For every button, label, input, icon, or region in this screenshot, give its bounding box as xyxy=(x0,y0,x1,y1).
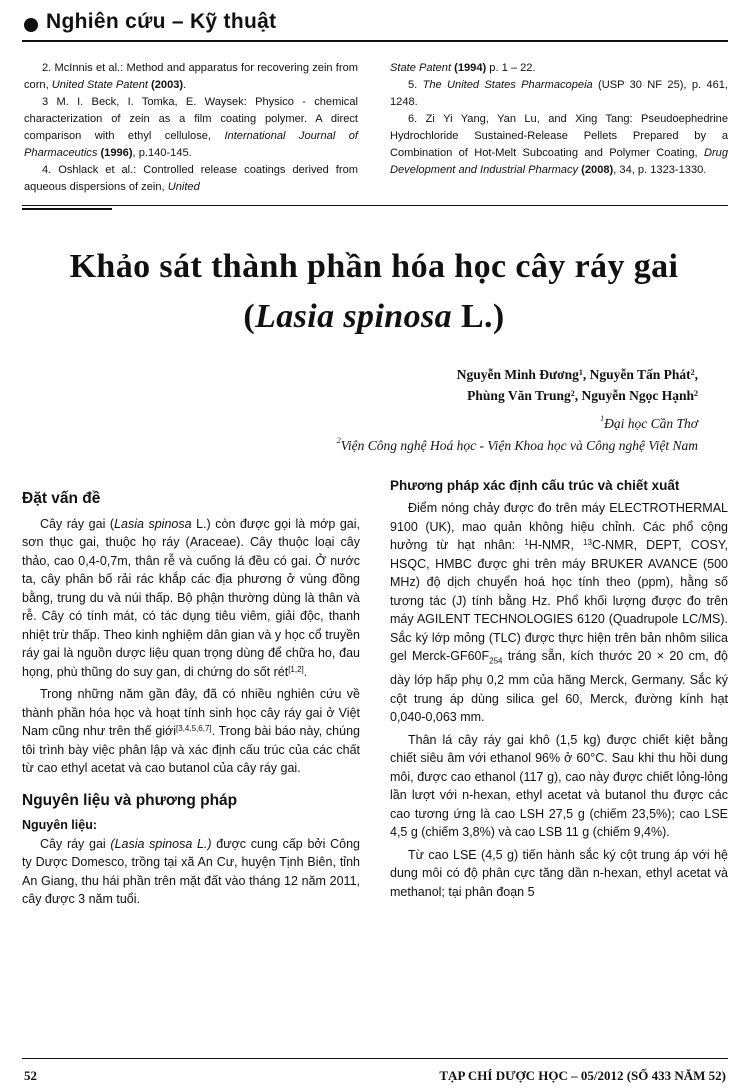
page-number: 52 xyxy=(24,1068,37,1083)
section-title: Nghiên cứu – Kỹ thuật xyxy=(46,10,277,33)
heading-introduction: Đặt vấn đề xyxy=(22,490,101,507)
subheading-materials: Nguyên liệu: xyxy=(22,818,98,832)
author-name: Phùng Văn Trung xyxy=(467,388,571,403)
bullet-icon xyxy=(24,18,38,32)
paragraph: Điểm nóng chảy được đo trên máy ELECTROTHERMAL 9100 (UK), mao quản không hiệu chỉnh. Các phổ cộng hưởng từ hạt nhân: $^1$H-NMR, $^{13}$C-NMR, DEPT, COSY, HSQC, HMBC được ghi trên máy BRUKER AVANCE (500 MHz) độ dịch chuyển hoá học tính theo (ppm), hằng số tương tác (J) tính bằng Hz. Phổ khối lượng được đo trên máy AGILENT TECHNOLOGIES 6120 (Quadrupole LC/MS). Sắc ký lớp mỏng (TLC) được thực hiện trên bản nhôm silica gel Merck-$GF60F_{254}$ tráng sẵn, kích thước 20 × 20 cm, độ dày lớp hấp phụ 0,2 mm của hãng Merck, Germany. Sắc ký cột trung áp dùng silica gel 60, Merck, đường kính hạt 0,040-0,063 mm. xyxy=(390,501,729,724)
journal-info: TẠP CHÍ DƯỢC HỌC – 05/2012 (SỐ 433 NĂM 52) xyxy=(439,1068,726,1083)
species-name: Lasia spinosa xyxy=(255,298,453,335)
section-header xyxy=(22,6,722,40)
author-name: Nguyễn Minh Đương xyxy=(456,367,579,382)
citation: [3,4,5,6,7] xyxy=(176,724,212,733)
references-divider xyxy=(22,205,728,206)
references-left-column xyxy=(24,60,358,196)
article-title xyxy=(0,242,748,342)
paragraph: Trong những năm gần đây, đã có nhiều nghiên cứu về thành phần hóa học và hoạt tính sinh học cây ráy gai ở Việt Nam cũng như trên thế giới[3,4,5,6,7]. Trong bài báo này, chúng tôi trình bày việc phân lập và xác định cấu trúc của các chất từ cao ethyl acetat và cao butanol của cây ráy gai. xyxy=(22,687,360,775)
footer-divider xyxy=(22,1058,728,1059)
affiliation-2: $^2$Viện Công nghệ Hoá học - Viện Khoa học và Công nghệ Việt Nam xyxy=(336,436,698,453)
reference-item: 3 M. I. Beck, I. Tomka, E. Waysek: Physico - chemical characterization of zein as a film coating polymer. A direct comparison with ethyl cellulose, International Journal of Pharmaceutics (1996), p.140-145. xyxy=(24,96,358,159)
citation: [1,2] xyxy=(288,664,304,674)
header-divider xyxy=(22,40,728,42)
references-divider-accent xyxy=(22,208,112,210)
reference-item: 6. Zi Yi Yang, Yan Lu, and Xing Tang: Pseudoephedrine Hydrochloride Sustained-Release Pellets Prepared by a Combination of Hot-Melt Subcoating and Polymer Coating, Drug Development and Industrial Pharmacy (2008), 34, p. 1323-1330. xyxy=(390,113,728,176)
author-name: Nguyễn Tấn Phát xyxy=(589,367,691,382)
affiliation-1: $^1$Đại học Cần Thơ xyxy=(600,414,698,431)
body-left-column xyxy=(22,486,360,909)
body-right-column xyxy=(390,476,728,901)
heading-materials-methods: Nguyên liệu và phương pháp xyxy=(22,791,238,809)
reference-item: 2. McInnis et al.: Method and apparatus for recovering zein from corn, United State Patent (2003). xyxy=(24,62,358,91)
heading-structure-extraction: Phương pháp xác định cấu trúc và chiết xuất xyxy=(390,478,680,493)
title-line-2: (Lasia spinosa L.) xyxy=(243,298,505,335)
paragraph: Cây ráy gai (Lasia spinosa L.) còn được gọi là mớp gai, sơn thục gai, thuộc họ ráy (Araceae). Cây thuộc loại cây thảo, cao 0,4-0,7m, thân rễ và cuống lá đều có gai. Ở nước ta, cây phân bố rải rác khắp các địa phương ở vùng đồng bằng, trung du và núi thấp. Bộ phận thường dùng là thân và rễ. Cây có tính mát, có tác dụng tiêu viêm, giải độc, thanh nhiệt trừ thấp. Theo kinh nghiệm dân gian và y học cổ truyền ráy gai là nguồn dược liệu quan trọng dùng để chữa ho, đau họng, phù thũng do suy gan, di chứng do sốt rét[1,2]. xyxy=(22,516,360,679)
title-line-1: Khảo sát thành phần hóa học cây ráy gai xyxy=(69,248,679,285)
reference-item: 4. Oshlack et al.: Controlled release coatings derived from aqueous dispersions of zein, United xyxy=(24,164,358,193)
paragraph: Từ cao LSE (4,5 g) tiến hành sắc ký cột trung áp với hệ dung môi có độ phân cực tăng dần n-hexan, ethyl acetat và methanol; tại phân đoạn 5 xyxy=(390,847,728,899)
references-right-column xyxy=(390,60,728,179)
paragraph: Cây ráy gai (Lasia spinosa L.) được cung cấp bởi Công ty Dược Domesco, trồng tại xã An Cư, huyện Tịnh Biên, tỉnh An Giang, thu hái phần trên mặt đất vào tháng 12 năm 2011, cây được 3 năm tuổi. xyxy=(22,836,360,906)
author-name: Nguyễn Ngọc Hạnh xyxy=(581,388,694,403)
reference-item: State Patent (1994) p. 1 – 22. xyxy=(390,62,536,74)
author-list: Nguyễn Minh Đương$^1$, Nguyễn Tấn Phát$^2$, Phùng Văn Trung$^2$, Nguyễn Ngọc Hạnh$^2$ xyxy=(456,367,698,403)
reference-item: 5. The United States Pharmacopeia (USP 30 NF 25), p. 461, 1248. xyxy=(390,79,728,108)
paragraph: Thân lá cây ráy gai khô (1,5 kg) được chiết kiệt bằng chiết siêu âm với ethanol 96% ở 60°C. Sau khi thu hồi dung môi, được cao ethanol (117 g), cao này được chiết lỏng-lỏng lần lượt với n-hexan, ethyl acetat và butanol thu được các cao tương ứng là cao LSH 27,5 g (chiếm 23,5%); cao LSE 4,5 g (chiếm 3,8%) và cao LSB 11 g (chiếm 9,4%). xyxy=(390,732,728,839)
